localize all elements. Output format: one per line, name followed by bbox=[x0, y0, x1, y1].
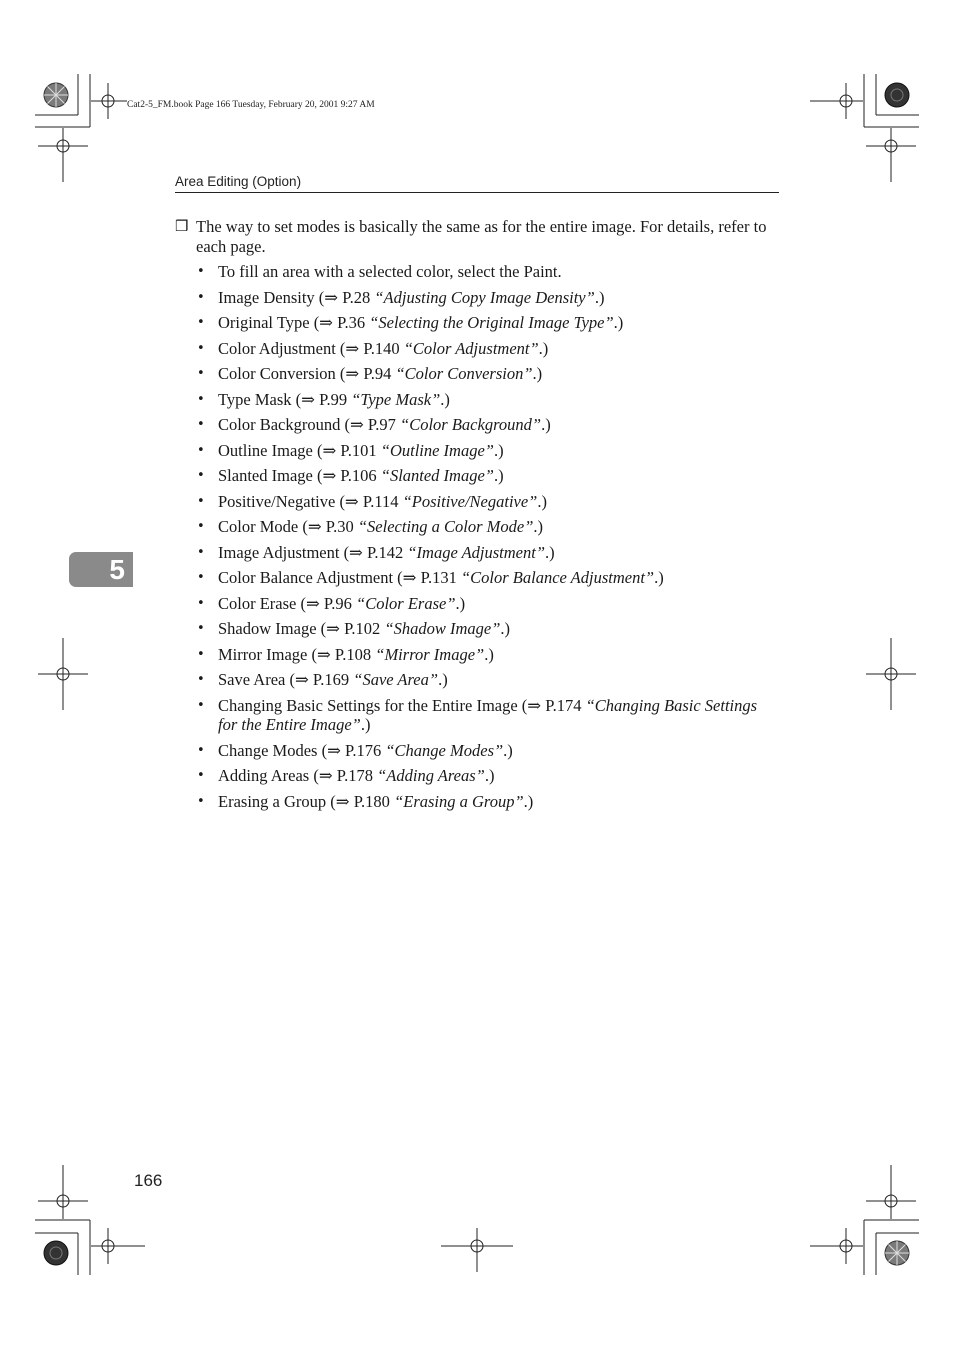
bullet-icon: • bbox=[197, 493, 205, 509]
list-item: • Mirror Image (⇒ P.108 “Mirror Image”.) bbox=[197, 644, 494, 664]
note-text: The way to set modes is basically the same as for the entire image. For details, refer to each page. bbox=[196, 217, 767, 256]
list-item: • Changing Basic Settings for the Entire Image (⇒ P.174 “Changing Basic Settings for the Entire Image”.) bbox=[197, 695, 758, 734]
registration-target-icon bbox=[882, 1238, 912, 1268]
bullet-icon: • bbox=[197, 289, 205, 305]
bullet-icon: • bbox=[197, 315, 205, 330]
registration-target-icon bbox=[882, 80, 912, 110]
bullet-icon: • bbox=[197, 595, 205, 611]
list-item: • Outline Image (⇒ P.101 “Outline Image”.) bbox=[197, 440, 504, 460]
registration-target-icon bbox=[41, 80, 71, 110]
list-item: • Shadow Image (⇒ P.102 “Shadow Image”.) bbox=[197, 619, 511, 638]
list-item: • To fill an area with a selected color, select the Paint. bbox=[197, 262, 562, 281]
list-item: • Type Mask (⇒ P.99 “Type Mask”.) bbox=[197, 389, 450, 409]
bullet-icon: • bbox=[197, 672, 205, 687]
bullet-icon: • bbox=[197, 621, 205, 636]
list-item: • Color Erase (⇒ P.96 “Color Erase”.) bbox=[197, 593, 466, 613]
bullet-icon: • bbox=[197, 646, 205, 662]
bullet-icon: • bbox=[197, 544, 205, 560]
list-item: • Color Mode (⇒ P.30 “Selecting a Color Mode”.) bbox=[197, 517, 544, 536]
bullet-icon: • bbox=[197, 768, 205, 783]
bullet-icon: • bbox=[197, 468, 205, 483]
bullet-icon: • bbox=[197, 519, 205, 534]
registration-target-icon bbox=[41, 1238, 71, 1268]
list-item: • Original Type (⇒ P.36 “Selecting the Original Image Type”.) bbox=[197, 313, 624, 332]
list-item: • Positive/Negative (⇒ P.114 “Positive/Negative”.) bbox=[197, 491, 547, 511]
list-item: • Color Conversion (⇒ P.94 “Color Conversion”.) bbox=[197, 364, 543, 383]
bullet-icon: • bbox=[197, 264, 205, 279]
bullet-icon: • bbox=[197, 570, 205, 585]
list-item: • Adding Areas (⇒ P.178 “Adding Areas”.) bbox=[197, 766, 495, 785]
list-item: • Slanted Image (⇒ P.106 “Slanted Image”.) bbox=[197, 466, 504, 485]
bullet-icon: • bbox=[197, 442, 205, 458]
list-item: • Color Adjustment (⇒ P.140 “Color Adjustment”.) bbox=[197, 338, 549, 358]
note-checkbox-icon: ❒ bbox=[175, 217, 189, 235]
bullet-icon: • bbox=[197, 742, 205, 758]
bullet-icon: • bbox=[197, 417, 205, 432]
list-item: • Image Adjustment (⇒ P.142 “Image Adjustment”.) bbox=[197, 542, 555, 562]
bullet-icon: • bbox=[197, 793, 205, 809]
list-item: • Image Density (⇒ P.28 “Adjusting Copy Image Density”.) bbox=[197, 287, 605, 307]
running-header: Area Editing (Option) bbox=[175, 174, 302, 189]
chapter-number: 5 bbox=[109, 554, 125, 585]
bullet-icon: • bbox=[197, 366, 205, 381]
bullet-icon: • bbox=[197, 340, 205, 356]
list-item: • Save Area (⇒ P.169 “Save Area”.) bbox=[197, 670, 448, 689]
bullet-icon: • bbox=[197, 391, 205, 407]
list-item: • Color Balance Adjustment (⇒ P.131 “Color Balance Adjustment”.) bbox=[197, 568, 664, 587]
list-item: • Change Modes (⇒ P.176 “Change Modes”.) bbox=[197, 740, 513, 760]
list-item: • Color Background (⇒ P.97 “Color Background”.) bbox=[197, 415, 551, 434]
page-number: 166 bbox=[134, 1171, 163, 1190]
print-job-line: Cat2-5_FM.book Page 166 Tuesday, February 20, 2001 9:27 AM bbox=[127, 100, 375, 110]
bullet-icon: • bbox=[197, 697, 205, 713]
list-item: • Erasing a Group (⇒ P.180 “Erasing a Group”.) bbox=[197, 791, 534, 811]
